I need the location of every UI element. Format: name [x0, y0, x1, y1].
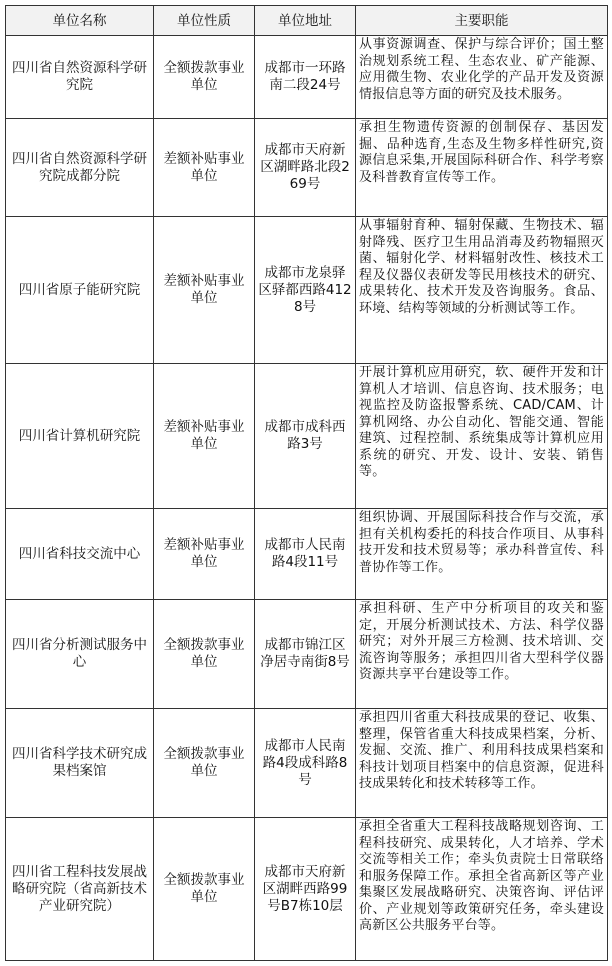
unit-duty-cell: 承担生物遗传资源的创制保存、基因发掘、品种选育,生态及生物多样性研究,资源信息采集,开展国际科研合作、科学考察及科普教育宣传等工作。	[356, 119, 608, 217]
unit-nature-cell: 差额补贴事业单位	[154, 509, 255, 600]
unit-duty-cell: 承担科研、生产中分析项目的攻关和鉴定，开展分析测试技术、方法、科学仪器研究；对外开展三方检测、技术培训、交流咨询等服务；承担四川省大型科学仪器资源共享平台建设等工作。	[356, 600, 608, 709]
unit-nature-cell: 全额拨款事业单位	[154, 600, 255, 709]
table-row	[6, 36, 608, 119]
unit-name-cell: 四川省科技交流中心	[6, 509, 154, 600]
table-row	[6, 818, 608, 961]
unit-nature-cell: 差额补贴事业单位	[154, 119, 255, 217]
header-main-duties: 主要职能	[356, 6, 608, 36]
header-unit-nature: 单位性质	[154, 6, 255, 36]
unit-address-cell: 成都市锦江区净居寺南街8号	[255, 600, 356, 709]
unit-address-cell: 成都市天府新区湖畔西路99号B7栋10层	[255, 818, 356, 961]
unit-name-cell: 四川省计算机研究院	[6, 364, 154, 509]
unit-nature-cell: 差额补贴事业单位	[154, 217, 255, 364]
unit-duty-cell: 从事辐射育种、辐射保藏、生物技术、辐射降残、医疗卫生用品消毒及药物辐照灭菌、辐射化学、材料辐射改性、核技术工程及仪器仪表研发等民用核技术的研究、成果转化、技术开发及咨询服务。食品、环境、结构等领域的分析测试等工作。	[356, 217, 608, 364]
table-row	[6, 709, 608, 818]
unit-nature-cell: 差额补贴事业单位	[154, 364, 255, 509]
units-table-container	[5, 5, 607, 961]
unit-nature-cell: 全额拨款事业单位	[154, 36, 255, 119]
unit-name-cell: 四川省自然资源科学研究院成都分院	[6, 119, 154, 217]
table-row	[6, 600, 608, 709]
table-row	[6, 364, 608, 509]
unit-name-cell: 四川省原子能研究院	[6, 217, 154, 364]
unit-duty-cell: 承担四川省重大科技成果的登记、收集、整理，保管省重大科技成果档案，分析、发掘、交流、推广、利用科技成果档案和科技计划项目档案中的信息资源，促进科技成果转化和技术转移等工作。	[356, 709, 608, 818]
unit-address-cell: 成都市人民南路4段成科路8号	[255, 709, 356, 818]
unit-address-cell: 成都市成科西路3号	[255, 364, 356, 509]
unit-nature-cell: 全额拨款事业单位	[154, 709, 255, 818]
unit-duty-cell: 开展计算机应用研究，软、硬件开发和计算机人才培训、信息咨询、技术服务；电视监控及防盗报警系统、CAD/CAM、计算机网络、办公自动化、智能交通、智能建筑、过程控制、系统集成等计算机应用系统的研究、开发、设计、安装、销售等。	[356, 364, 608, 509]
unit-name-cell: 四川省科学技术研究成果档案馆	[6, 709, 154, 818]
unit-name-cell: 四川省自然资源科学研究院	[6, 36, 154, 119]
units-table	[5, 5, 608, 961]
unit-duty-cell: 承担全省重大工程科技战略规划咨询、工程科技研究、成果转化，人才培养、学术交流等相关工作；牵头负责院士日常联络和服务保障工作。承担全省高新区等产业集聚区发展战略研究、决策咨询、评估评价、产业规划等政策研究任务，牵头建设高新区公共服务平台等。	[356, 818, 608, 961]
header-unit-address: 单位地址	[255, 6, 356, 36]
unit-name-cell: 四川省工程科技发展战略研究院（省高新技术产业研究院）	[6, 818, 154, 961]
unit-address-cell: 成都市龙泉驿区驿都西路4128号	[255, 217, 356, 364]
table-row	[6, 119, 608, 217]
unit-address-cell: 成都市人民南路4段11号	[255, 509, 356, 600]
header-unit-name: 单位名称	[6, 6, 154, 36]
table-row	[6, 217, 608, 364]
table-row	[6, 509, 608, 600]
unit-duty-cell: 从事资源调查、保护与综合评价；国土整治规划系统工程、生态农业、矿产能源、应用微生物、农业化学的产品开发及资源情报信息等方面的研究及技术服务。	[356, 36, 608, 119]
unit-duty-cell: 组织协调、开展国际科技合作与交流，承担有关机构委托的科技合作项目、从事科技开发和技术贸易等；承办科普宣传、科普协作等工作。	[356, 509, 608, 600]
unit-name-cell: 四川省分析测试服务中心	[6, 600, 154, 709]
unit-address-cell: 成都市天府新区湖畔路北段269号	[255, 119, 356, 217]
header-row	[6, 6, 608, 36]
unit-address-cell: 成都市一环路南二段24号	[255, 36, 356, 119]
unit-nature-cell: 全额拨款事业单位	[154, 818, 255, 961]
